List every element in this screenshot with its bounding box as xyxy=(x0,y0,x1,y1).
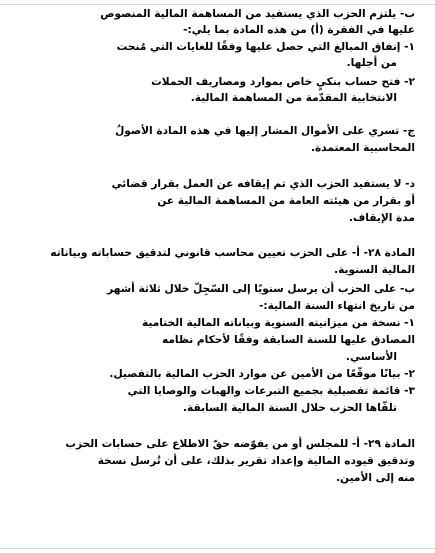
para-b-item-2-line-2: الانتخابية المقدّمة من المساهمة المالية. xyxy=(190,92,397,104)
para-j-line-1: ج- تسري على الأموال المشار إليها في هذه المادة الأصولُ xyxy=(115,125,415,137)
top-edge-rule xyxy=(0,4,435,5)
article-28-b-item-3-line-2: تلقّاها الحزب خلال السنة المالية السابقة. xyxy=(183,402,397,414)
para-b-item-1-line-1: ١- إنفاق المبالغ التي حصل عليها وفقًا للغايات التي مُنحت xyxy=(116,41,415,53)
article-28-b-item-1-line-2: المصادق عليها للسنة السابقة وفقًا لأحكام نظامه xyxy=(161,334,415,346)
para-b-line-1: ب- يلتزم الحزب الذي يستفيد من المساهمة المالية المنصوص xyxy=(100,8,415,20)
article-29-line-3: منه إلى الأمين. xyxy=(336,472,415,484)
para-b-item-1-line-2: من أجلها. xyxy=(346,57,397,69)
bottom-edge-rule xyxy=(0,548,435,549)
para-d-line-3: مدة الإيقاف. xyxy=(348,212,415,224)
para-j-line-2: المحاسبية المعتمدة. xyxy=(310,142,415,154)
article-28-b-item-3-line-1: ٣- قائمة تفصيلية بجميع التبرعات والهبات والوصايا التي xyxy=(127,385,415,397)
article-28-b-item-1-line-3: الأساسي. xyxy=(345,351,397,363)
para-b-line-2: عليها في الفقرة (أ) من هذه المادة بما يلي:- xyxy=(183,24,415,36)
article-29-line-1: المادة ٢٩- أ- للمجلس أو من يفوّضه حقّ الاطلاع على حسابات الحزب xyxy=(65,438,415,450)
article-29-line-2: وتدقيق قيوده المالية وإعداد تقرير بذلك، على أن تُرسل نسخة xyxy=(97,455,415,467)
article-28-b-item-2: ٢- بيانًا موقّعًا من الأمين عن موارد الحزب المالية بالتفصيل. xyxy=(109,368,415,380)
article-28-line-2: المالية السنوية. xyxy=(334,264,415,276)
article-28-line-1: المادة ٢٨- أ- على الحزب تعيين محاسب قانوني لتدقيق حساباته وبياناته xyxy=(50,247,415,259)
para-d-line-1: د- لا يستفيد الحزب الذي تم إيقافه عن العمل بقرار قضائي xyxy=(111,178,415,190)
para-b-item-2-line-1: ٢- فتح حساب بنكيٍ خاص بموارد ومصاريف الحملات xyxy=(151,76,415,88)
article-28-b-line-1: ب- على الحزب أن يرسل سنويًا إلى السّجِلّ خلال ثلاثة أشهر xyxy=(107,283,415,295)
article-28-b-line-2: من تاريخ انتهاء السنة المالية:- xyxy=(258,300,415,312)
para-d-line-2: أو بقرار من هيئته العامة من المساهمة المالية عن xyxy=(157,195,415,207)
article-28-b-item-1-line-1: ١- نسخة من ميزانيته السنوية وبياناته المالية الختامية xyxy=(142,317,415,329)
